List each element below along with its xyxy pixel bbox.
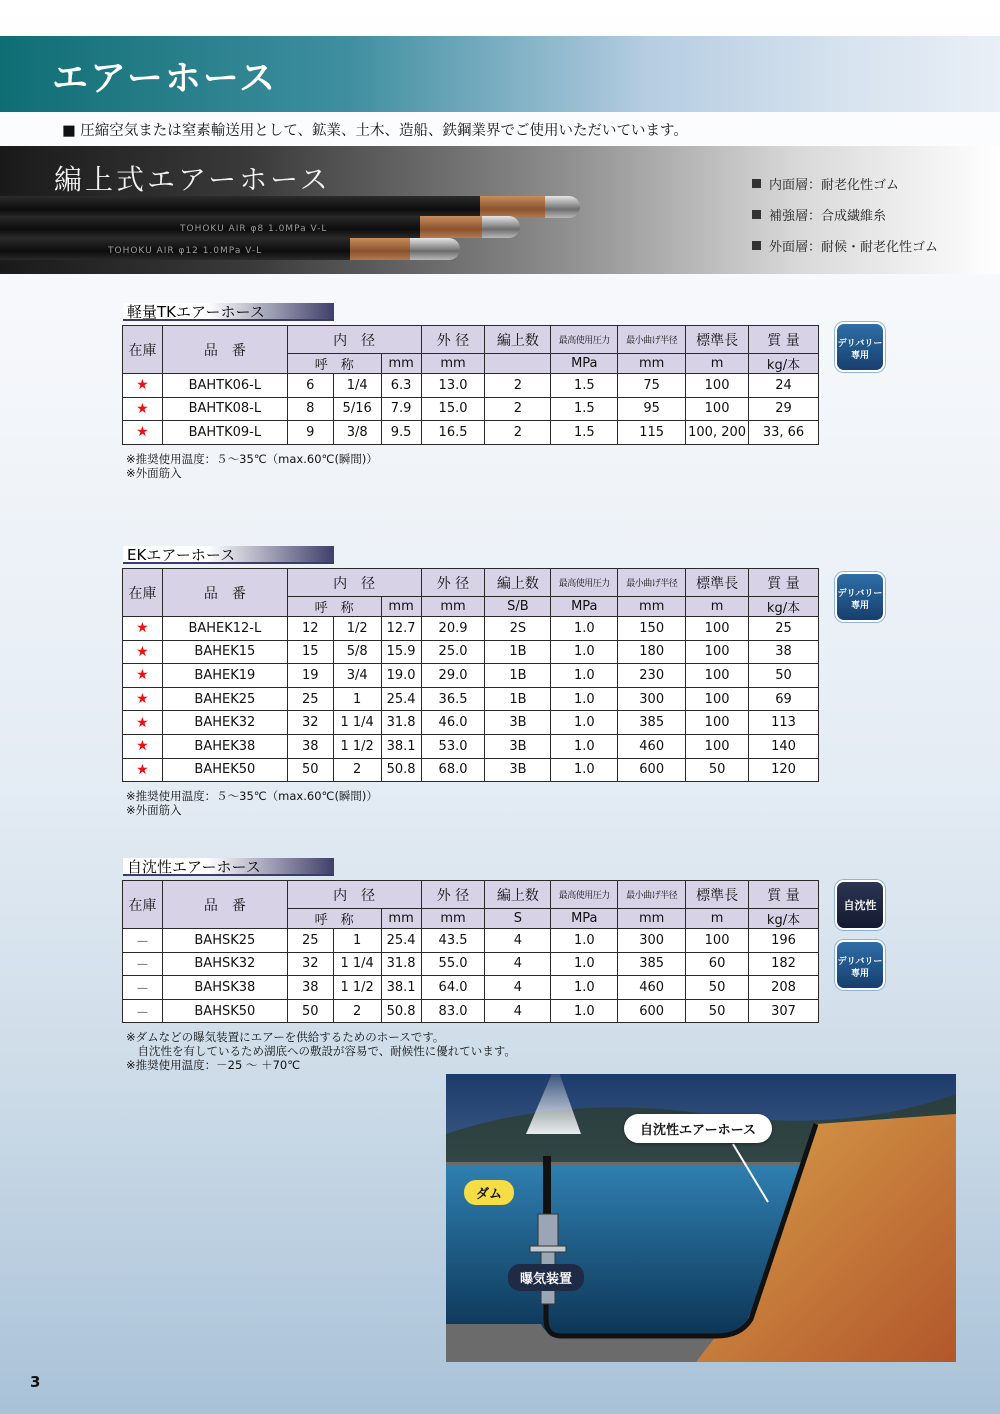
col-weight: 質 量 [749,569,819,597]
delivery-badge-sk: デリバリー 専用 [835,940,885,990]
layer-item: 補強層：合成繊維糸 [752,199,938,230]
table-cell: ★ [123,758,163,782]
table-cell: － [123,976,163,1000]
table-cell: 5/8 [333,640,381,664]
table-cell: 385 [618,711,686,735]
delivery-badge-tk: デリバリー 専用 [835,322,885,372]
table-cell: BAHSK25 [162,929,287,953]
unit-nominal: 呼 称 [287,354,381,374]
table-cell: 19.0 [381,664,421,688]
table-cell: 4 [485,929,551,953]
hose-callout: 自沈性エアーホース [624,1114,772,1143]
table-cell: 2 [485,397,551,421]
table-cell: 1.5 [551,397,618,421]
table-cell: 50 [749,664,819,688]
table-cell: 50 [686,999,749,1023]
table-cell: 1.0 [551,758,618,782]
table-cell: 1 1/4 [333,711,381,735]
table-cell: 1 1/4 [333,952,381,976]
table-cell: 25.4 [381,687,421,711]
table-cell: 25 [287,929,333,953]
table-cell: 1.0 [551,664,618,688]
table-cell: 3/8 [333,421,381,445]
table-cell: 50 [287,758,333,782]
unit-mpa: MPa [551,354,618,374]
table-cell: 2 [333,999,381,1023]
table-cell: BAHTK09-L [162,421,287,445]
table-cell: 12 [287,617,333,641]
table-cell: 1 1/2 [333,976,381,1000]
table-cell: － [123,999,163,1023]
table-cell: 55.0 [421,952,485,976]
table-cell: 33, 66 [749,421,819,445]
table-cell: 25.0 [421,640,485,664]
col-pressure: 最高使用圧力 [551,881,618,909]
section-notes: ※推奨使用温度：５～35℃（max.60℃(瞬間)） ※外面筋入 [126,452,378,480]
table-cell: 1.0 [551,711,618,735]
table-cell: ★ [123,397,163,421]
table-cell: 100 [686,397,749,421]
table-row [123,711,819,735]
table-cell: 100 [686,711,749,735]
col-stock: 在庫 [123,569,163,617]
col-outer: 外 径 [421,326,485,354]
table-cell: 60 [686,952,749,976]
table-cell: 7.9 [381,397,421,421]
table-cell: ★ [123,640,163,664]
unit-braid [485,354,551,374]
col-length: 標準長 [686,881,749,909]
table-cell: 100 [686,687,749,711]
table-cell: 460 [618,976,686,1000]
table-cell: 69 [749,687,819,711]
table-cell: 6 [287,374,333,398]
table-cell: 307 [749,999,819,1023]
table-cell: 2S [485,617,551,641]
table-cell: 140 [749,734,819,758]
table-row [123,664,819,688]
hose-print-lower: TOHOKU AIR φ12 1.0MPa V-L [108,246,263,256]
table-cell: BAHSK38 [162,976,287,1000]
unit-mm: mm [618,909,686,929]
unit-mm: mm [381,597,421,617]
unit-mm: mm [381,354,421,374]
aerator-body [538,1214,558,1250]
table-cell: 64.0 [421,976,485,1000]
table-cell: 16.5 [421,421,485,445]
table-row [123,640,819,664]
table-cell: 230 [618,664,686,688]
col-bend: 最小曲げ半径 [618,569,686,597]
table-cell: 1.0 [551,976,618,1000]
unit-mm: mm [381,909,421,929]
table-cell: 1B [485,640,551,664]
table-cell: BAHEK15 [162,640,287,664]
table-cell: 100 [686,374,749,398]
layer-list [752,168,938,261]
unit-m: m [686,354,749,374]
table-cell: 1 [333,687,381,711]
table-cell: BAHEK38 [162,734,287,758]
table-cell: 100, 200 [686,421,749,445]
table-cell: BAHTK06-L [162,374,287,398]
col-pressure: 最高使用圧力 [551,569,618,597]
table-cell: ★ [123,734,163,758]
page-number: 3 [30,1373,41,1391]
table-cell: BAHSK50 [162,999,287,1023]
unit-mm: mm [618,597,686,617]
col-outer: 外 径 [421,569,485,597]
layer-item: 内面層：耐老化性ゴム [752,168,938,199]
unit-braid: S/B [485,597,551,617]
table-cell: 1/4 [333,374,381,398]
table-row [123,758,819,782]
table-cell: 100 [686,734,749,758]
hose-print-upper: TOHOKU AIR φ8 1.0MPa V-L [180,224,328,234]
table-cell: 38 [287,734,333,758]
table-cell: 24 [749,374,819,398]
table-cell: 75 [618,374,686,398]
col-weight: 質 量 [749,881,819,909]
table-cell: BAHSK32 [162,952,287,976]
table-cell: 43.5 [421,929,485,953]
unit-m: m [686,909,749,929]
table-cell: BAHEK25 [162,687,287,711]
table-cell: 300 [618,929,686,953]
table-cell: 38 [749,640,819,664]
table-cell: 1 1/2 [333,734,381,758]
table-cell: 20.9 [421,617,485,641]
layer-item: 外面層：耐候・耐老化性ゴム [752,230,938,261]
unit-m: m [686,597,749,617]
unit-mpa: MPa [551,909,618,929]
table-row [123,929,819,953]
col-part: 品 番 [162,569,287,617]
table-cell: ★ [123,687,163,711]
table-row [123,374,819,398]
table-cell: BAHEK32 [162,711,287,735]
table-cell: 38 [287,976,333,1000]
table-cell: 50 [287,999,333,1023]
table-cell: 4 [485,999,551,1023]
table-cell: 9.5 [381,421,421,445]
unit-mpa: MPa [551,597,618,617]
col-braid: 編上数 [485,326,551,354]
table-cell: 100 [686,664,749,688]
table-cell: 208 [749,976,819,1000]
table-cell: 53.0 [421,734,485,758]
table-row [123,687,819,711]
table-row [123,952,819,976]
table-cell: 3B [485,734,551,758]
col-braid: 編上数 [485,569,551,597]
table-cell: 12.7 [381,617,421,641]
table-cell: 2 [333,758,381,782]
table-cell: 95 [618,397,686,421]
table-cell: 1.0 [551,734,618,758]
table-cell: 600 [618,758,686,782]
table-cell: 115 [618,421,686,445]
col-inner: 内 径 [287,569,421,597]
table-cell: 1.0 [551,929,618,953]
table-cell: 1.5 [551,421,618,445]
unit-braid: S [485,909,551,929]
table-cell: 50 [686,976,749,1000]
table-cell: 460 [618,734,686,758]
table-cell: 6.3 [381,374,421,398]
table-cell: 300 [618,687,686,711]
table-cell: － [123,952,163,976]
table-cell: 50.8 [381,758,421,782]
table-cell: 4 [485,952,551,976]
table-cell: 4 [485,976,551,1000]
table-cell: 3B [485,711,551,735]
table-cell: 32 [287,711,333,735]
table-cell: 25.4 [381,929,421,953]
col-bend: 最小曲げ半径 [618,881,686,909]
col-pressure: 最高使用圧力 [551,326,618,354]
table-row [123,617,819,641]
table-cell: 15.9 [381,640,421,664]
table-cell: 1.5 [551,374,618,398]
section-title: 軽量TKエアーホース [123,303,334,321]
table-cell: 19 [287,664,333,688]
table-cell: 83.0 [421,999,485,1023]
table-cell: ★ [123,664,163,688]
section-notes: ※推奨使用温度：５～35℃（max.60℃(瞬間)） ※外面筋入 [126,789,378,817]
table-cell: 182 [749,952,819,976]
section-title: EKエアーホース [123,546,334,564]
dam-illustration [446,1074,956,1362]
table-cell: 15.0 [421,397,485,421]
spec-table [122,568,819,782]
table-cell: 31.8 [381,711,421,735]
table-cell: BAHEK12-L [162,617,287,641]
table-row [123,421,819,445]
hero-title: 編上式エアーホース [54,163,331,196]
table-cell: 180 [618,640,686,664]
table-cell: 1.0 [551,617,618,641]
table-row [123,976,819,1000]
table-cell: BAHEK50 [162,758,287,782]
col-part: 品 番 [162,326,287,374]
table-cell: ★ [123,421,163,445]
table-cell: BAHTK08-L [162,397,287,421]
col-stock: 在庫 [123,881,163,929]
table-row [123,397,819,421]
table-cell: 113 [749,711,819,735]
table-cell: 36.5 [421,687,485,711]
table-cell: 38.1 [381,734,421,758]
table-cell: 600 [618,999,686,1023]
aerator-label: 曝気装置 [508,1264,584,1291]
col-stock: 在庫 [123,326,163,374]
section-title: 自沈性エアーホース [123,858,334,876]
col-inner: 内 径 [287,881,421,909]
table-cell: 100 [686,929,749,953]
table-row [123,999,819,1023]
table-cell: 25 [749,617,819,641]
unit-mm: mm [618,354,686,374]
table-cell: － [123,929,163,953]
table-cell: 68.0 [421,758,485,782]
col-bend: 最小曲げ半径 [618,326,686,354]
table-cell: 50.8 [381,999,421,1023]
table-cell: ★ [123,617,163,641]
table-cell: 8 [287,397,333,421]
table-cell: 15 [287,640,333,664]
table-cell: 29.0 [421,664,485,688]
table-cell: 29 [749,397,819,421]
unit-mm: mm [421,909,485,929]
table-cell: 1B [485,664,551,688]
table-row [123,734,819,758]
table-cell: 25 [287,687,333,711]
table-cell: 196 [749,929,819,953]
col-inner: 内 径 [287,326,421,354]
unit-kg: kg/本 [749,354,819,374]
dam-label: ダム [464,1180,514,1205]
table-cell: 31.8 [381,952,421,976]
table-cell: 1/2 [333,617,381,641]
table-cell: ★ [123,374,163,398]
table-cell: 1B [485,687,551,711]
table-cell: 1.0 [551,640,618,664]
table-cell: 32 [287,952,333,976]
aerator-flange [530,1246,566,1252]
table-cell: 1 [333,929,381,953]
table-cell: 1.0 [551,999,618,1023]
table-cell: 1.0 [551,687,618,711]
table-cell: 3/4 [333,664,381,688]
table-cell: 1.0 [551,952,618,976]
table-cell: 5/16 [333,397,381,421]
table-cell: 38.1 [381,976,421,1000]
table-cell: 13.0 [421,374,485,398]
table-cell: BAHEK19 [162,664,287,688]
unit-mm: mm [421,597,485,617]
unit-mm: mm [421,354,485,374]
col-braid: 編上数 [485,881,551,909]
table-cell: 46.0 [421,711,485,735]
col-weight: 質 量 [749,326,819,354]
table-cell: 100 [686,617,749,641]
col-outer: 外 径 [421,881,485,909]
sinking-badge: 自沈性 [835,880,885,930]
table-cell: 3B [485,758,551,782]
table-cell: 385 [618,952,686,976]
hose-image-1 [0,196,580,218]
col-part: 品 番 [162,881,287,929]
spec-table [122,880,819,1023]
unit-nominal: 呼 称 [287,909,381,929]
section-notes: ※ダムなどの曝気装置にエアーを供給するためのホースです。 自沈性を有しているため湖底への敷設が容易で、耐候性に優れています。 ※推奨使用温度：－25 ～ ＋70℃ [126,1030,516,1072]
table-cell: 50 [686,758,749,782]
intro-text: ■ 圧縮空気または窒素輸送用として、鉱業、土木、造船、鉄鋼業界でご使用いただいています。 [62,123,688,139]
page-title: エアーホース [52,58,278,99]
unit-nominal: 呼 称 [287,597,381,617]
spec-table [122,325,819,445]
table-cell: ★ [123,711,163,735]
unit-kg: kg/本 [749,597,819,617]
unit-kg: kg/本 [749,909,819,929]
table-cell: 2 [485,421,551,445]
col-length: 標準長 [686,326,749,354]
col-length: 標準長 [686,569,749,597]
table-cell: 2 [485,374,551,398]
delivery-badge-ek: デリバリー 専用 [835,572,885,622]
table-cell: 150 [618,617,686,641]
table-cell: 100 [686,640,749,664]
table-cell: 9 [287,421,333,445]
table-cell: 120 [749,758,819,782]
